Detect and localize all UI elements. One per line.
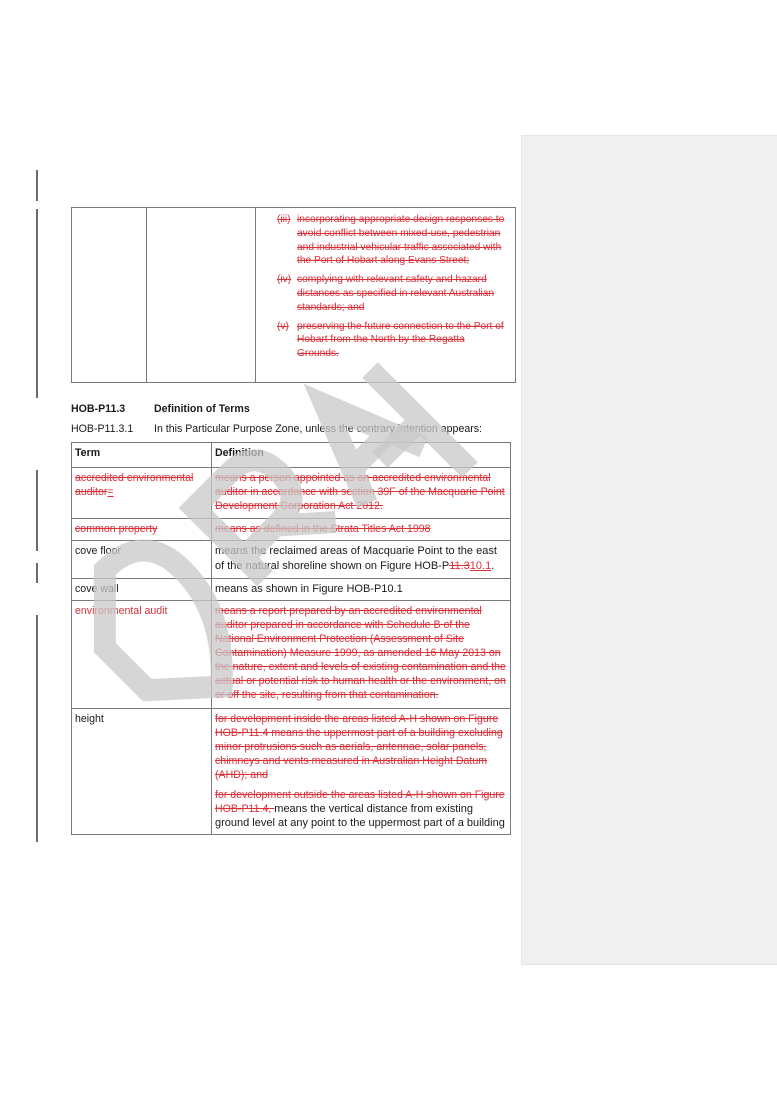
list-item-text: complying with relevant safety and hazard distances as specified in relevant Australian standards; and	[297, 274, 495, 313]
clause	[71, 423, 482, 435]
definition: means a report prepared by an accredited environmental auditor prepared in accordance with Schedule B of the National Environment Protection (Assessment of Site Contamination) Measure 1999, as amended 16 May 2013 on the nature, extent and levels of existing contamination and the actual or potential risk to human health or the environment, on or off the site, resulting from that contamination.	[215, 605, 506, 701]
definition-text: .	[491, 560, 495, 572]
table-header-row	[72, 443, 511, 468]
term: environmental audit	[75, 605, 168, 617]
definition-text: means the vertical distance from existing ground level at any point to the uppermost part of a building	[215, 803, 505, 829]
term-cell	[72, 579, 212, 601]
clause-text: In this Particular Purpose Zone, unless the contrary intention appears:	[154, 423, 482, 435]
change-bar	[36, 615, 38, 842]
term-cell	[72, 519, 212, 541]
list-item-text: preserving the future connection to the Port of Hobart from the North by the Regatta Grounds.	[297, 320, 504, 360]
list-item	[256, 213, 515, 268]
clause-number: HOB-P11.3.1	[71, 423, 134, 435]
change-bar	[36, 170, 38, 201]
inserted-text: =	[107, 486, 114, 498]
term: cove floor	[75, 545, 121, 557]
list-item	[256, 273, 515, 314]
definition-paragraph	[215, 788, 507, 830]
definition-cell	[212, 579, 511, 601]
deleted-text: 11.3	[449, 560, 470, 572]
table-row	[72, 519, 511, 541]
section-number: HOB-P11.3	[71, 403, 126, 415]
term-cell	[72, 601, 212, 709]
definition-cell	[212, 519, 511, 541]
change-bar	[36, 470, 38, 551]
criteria-table	[71, 207, 516, 383]
table-row	[72, 579, 511, 601]
term: common property	[75, 523, 158, 535]
term-cell	[72, 709, 212, 835]
term-cell	[72, 468, 212, 519]
criteria-list-cell	[256, 208, 516, 383]
comment-pane	[521, 135, 777, 965]
table-row	[72, 541, 511, 579]
table-cell-empty	[147, 208, 256, 383]
definition-cell	[212, 541, 511, 579]
list-item-number: (iii)	[277, 214, 291, 225]
section-title: Definition of Terms	[154, 403, 250, 415]
header-definition: Definition	[212, 443, 511, 468]
list-item-number: (iv)	[277, 274, 292, 286]
change-bar	[36, 209, 38, 398]
definition: means as shown in Figure HOB-P10.1	[215, 583, 403, 595]
term-cell	[72, 541, 212, 579]
definition: means as defined in the Strata Titles Act 1998	[215, 523, 431, 535]
term: cove wall	[75, 583, 119, 595]
change-bar	[36, 563, 38, 583]
definition-text: means the reclaimed areas of Macquarie Point to the east of the natural shoreline shown on Figure HOB-P	[215, 545, 497, 572]
table-cell-empty	[72, 208, 147, 383]
term: accredited environmental auditor	[75, 472, 194, 498]
table-row	[72, 601, 511, 709]
term: height	[75, 713, 104, 725]
definition-cell	[212, 468, 511, 519]
definition-cell	[212, 601, 511, 709]
table-row	[72, 709, 511, 835]
header-term: Term	[72, 443, 212, 468]
table-row	[72, 468, 511, 519]
list-item	[256, 320, 515, 361]
section-heading	[71, 403, 250, 415]
definitions-table	[71, 442, 511, 835]
definition: means a person appointed as an accredited environmental auditor in accordance with section 39F of the Macquarie Point Development Corporation Act 2012.	[215, 472, 505, 512]
inserted-text: 10.1	[469, 560, 492, 572]
list-item-number: (v)	[277, 320, 289, 332]
definition-cell	[212, 709, 511, 835]
deleted-text: for development outside the areas listed A-H shown on Figure HOB-P11.4,	[215, 789, 505, 815]
deleted-paragraph: for development inside the areas listed A-H shown on Figure HOB-P11.4 means the uppermost part of a building excluding minor protrusions such as aerials, antennae, solar panels, chimneys and vents measured in Australian Height Datum (AHD); and	[215, 713, 503, 781]
list-item-text: incorporating appropriate design responses to avoid conflict between mixed-use, pedestrian and industrial vehicular traffic associated with the Port of Hobart along Evans Street;	[297, 214, 505, 267]
